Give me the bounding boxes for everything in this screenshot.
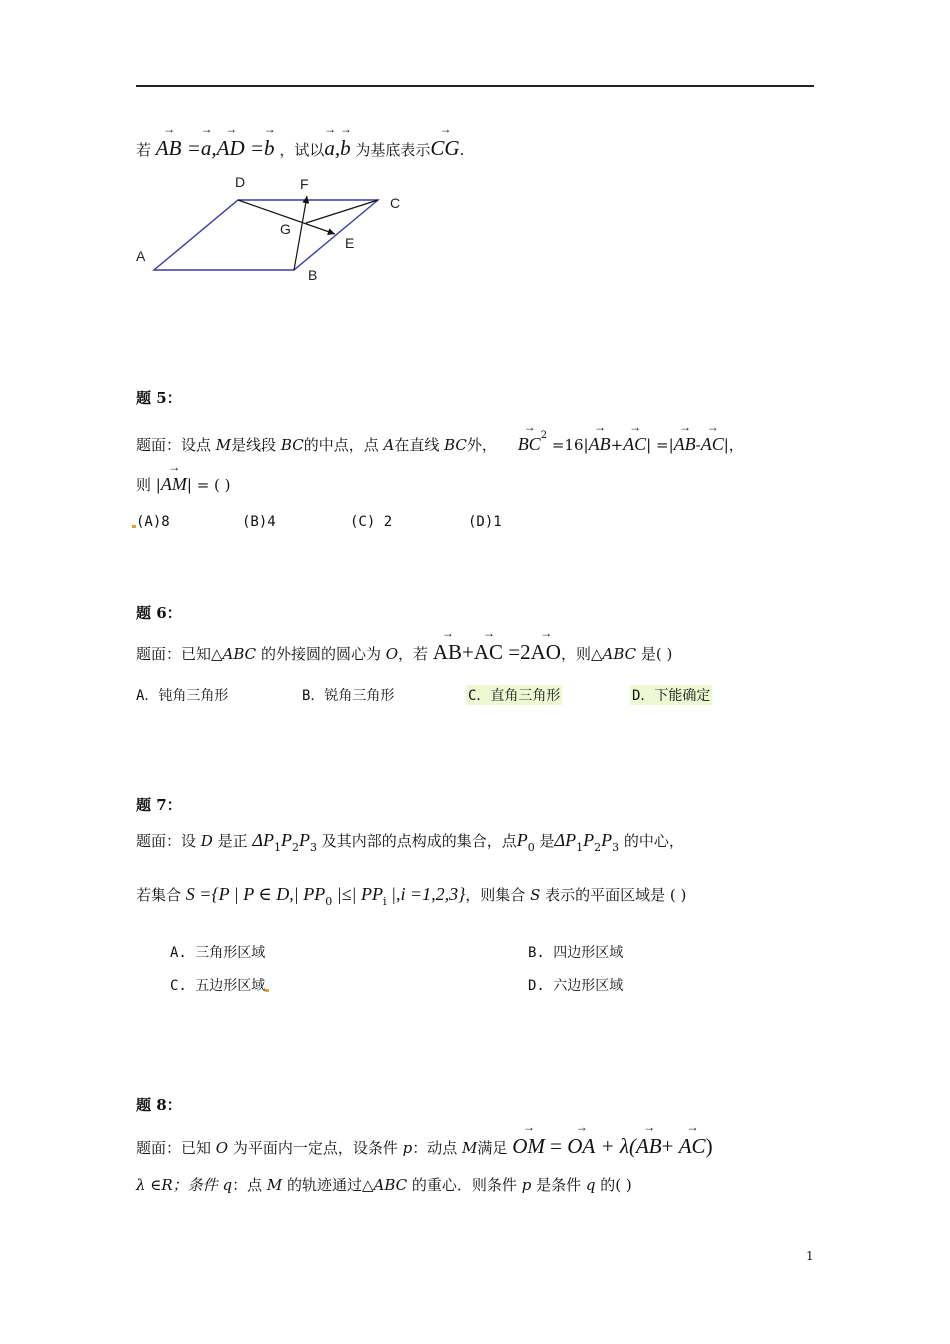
equals-2: =2 [503, 640, 531, 664]
text: 的中点，点 [303, 436, 384, 454]
q8-stem [136, 1134, 713, 1159]
label-c: C [390, 195, 401, 211]
q5-options [132, 514, 170, 530]
var-q: q [585, 1176, 596, 1194]
point-p0: P [516, 830, 528, 850]
plus-lambda: + λ( [595, 1134, 636, 1158]
text: 满足 [477, 1139, 508, 1157]
vector-bc: → BC [518, 434, 541, 455]
var-m: M [266, 1176, 283, 1194]
q8-title: 题 8： [136, 1096, 182, 1114]
vector-ab: → AB [433, 640, 462, 665]
text: ， [728, 436, 744, 454]
text: 的轨迹通过△ [282, 1176, 374, 1194]
q8-stem-line2 [136, 1174, 632, 1195]
intro-line [136, 136, 464, 161]
plus: + [462, 640, 474, 664]
q5-stem-line2: 则 |→ AM| = ( ) [136, 474, 231, 495]
header-rule [136, 85, 814, 87]
q6-option-a: A．钝角三角形 [136, 688, 229, 704]
vector-a: → a [324, 136, 335, 161]
text: 的重心．则条件 [407, 1176, 522, 1194]
label-b: B [308, 267, 318, 283]
equals: = [651, 436, 669, 454]
text: 的( ) [595, 1176, 632, 1194]
text: 若集合 [136, 886, 182, 904]
set-definition: S ={P | P ∈ D,| PP [185, 884, 326, 904]
var-bc: BC [444, 436, 467, 454]
text: ，若 [398, 645, 429, 663]
vector-ab: → AB [674, 434, 696, 455]
triangle-p1p2p3: ΔP [554, 830, 577, 850]
equals: = [181, 136, 201, 160]
q7-stem-line2: 若集合 S ={P | P ∈ D,| $PP_0$ |≤| $PP_i$ |,i =1,2,3}，则集合 S 表示的平面区域是 ( ) [136, 884, 687, 908]
triangle-p1p2p3: ΔP [252, 830, 274, 850]
q7-title: 题 7： [136, 796, 182, 814]
var-m: M [215, 436, 232, 454]
vector-oa: → OA [567, 1134, 595, 1159]
text: 及其内部的点构成的集合，点 [321, 832, 517, 850]
var-s: S [530, 886, 541, 904]
var-abc: ABC [222, 645, 257, 663]
label-g: G [280, 221, 291, 237]
q7-option-d: D. 六边形区域 [528, 978, 624, 994]
text: ，则集合 [465, 886, 531, 904]
vector-ad: → AD [217, 136, 245, 161]
equals: = [191, 476, 210, 494]
label-a: A [136, 248, 146, 264]
q5-option-a: (A)8 [136, 514, 170, 530]
text: ：动点 [412, 1139, 463, 1157]
q6-option-d: D．下能确定 [630, 685, 712, 705]
intro-prefix: 若 [136, 141, 152, 159]
q6-option-c: C．直角三角形 [466, 685, 562, 705]
q7-option-c [170, 975, 269, 995]
exponent: 2 [540, 430, 548, 441]
var-m: M [462, 1139, 478, 1157]
text: λ ∈R；条件 [136, 1176, 223, 1194]
minus: - [695, 436, 701, 454]
q5-option-d: (D)1 [468, 514, 502, 530]
text: 的外接圆的圆心为 [256, 645, 386, 663]
text: 题面：设 [136, 832, 201, 850]
vector-am: → AM [161, 474, 187, 495]
vector-ao: → AO [531, 640, 561, 665]
q6-title: 题 6： [136, 604, 182, 622]
segment-c-g [306, 200, 378, 223]
vector-om: → OM [512, 1134, 545, 1159]
vector-a: → a [201, 136, 212, 161]
page-number: 1 [806, 1249, 814, 1263]
label-f: F [300, 176, 309, 192]
var-o: O [215, 1139, 229, 1157]
plus: + [661, 1134, 679, 1158]
edit-mark [265, 989, 269, 992]
text: 则 [136, 476, 152, 494]
vector-ab: → AB [636, 1134, 662, 1159]
vector-b: → b [264, 136, 275, 161]
var-d: D [200, 832, 213, 850]
var-p: p [402, 1139, 413, 1157]
close-paren: ) [705, 1134, 713, 1158]
text: 为平面内一定点，设条件 [228, 1139, 403, 1157]
period: . [459, 141, 465, 159]
vector-ac: → AC [701, 434, 724, 455]
equals-16: =16 [547, 436, 584, 454]
intro-mid: ，试以 [279, 141, 325, 159]
text: 是正 [212, 832, 248, 850]
vector-ac: → AC [679, 1134, 706, 1159]
text: 题面：已知△ [136, 645, 223, 663]
comma: , [334, 136, 341, 160]
q6-stem [136, 640, 672, 665]
plus: + [610, 436, 624, 454]
var-o: O [385, 645, 399, 663]
text: 在直线 [394, 436, 445, 454]
q7-option-b: B. 四边形区域 [528, 945, 624, 961]
var-bc: BC [280, 436, 304, 454]
vector-ac: → AC [474, 640, 503, 665]
var-abc: ABC [373, 1176, 408, 1194]
set-definition: |≤| PP [332, 884, 383, 904]
segment-b-f [294, 196, 307, 270]
q5-option-b: (B)4 [242, 514, 276, 530]
q5-stem: 题面：设点 M是线段 BC的中点，点 A在直线 BC外， → $BC^2 =16|\to AB+\to AC|$ =|→ AB-→ AC|， [136, 430, 744, 455]
q5-option-c: (C) 2 [350, 514, 393, 530]
equals: = [244, 136, 265, 160]
intro-suffix: 为基底表示 [355, 141, 431, 159]
text: 表示的平面区域是 ( ) [540, 886, 687, 904]
vector-b: → b [340, 136, 351, 161]
parallelogram-figure [130, 168, 420, 288]
text: 是( ) [636, 645, 673, 663]
vector-ab: → AB [156, 136, 182, 161]
vector-ab: → AB [589, 434, 611, 455]
set-definition: |,i =1,2,3} [386, 884, 466, 904]
text: 的中心， [623, 832, 684, 850]
vector-cg: → CG [430, 136, 459, 161]
var-p: p [521, 1176, 532, 1194]
var-abc: ABC [602, 645, 637, 663]
text: 题面：设点 [136, 436, 216, 454]
label-d: D [235, 174, 246, 190]
var-q: q [222, 1176, 233, 1194]
text: 是 [539, 832, 555, 850]
option-text: C. 五边形区域 [170, 978, 266, 994]
q6-option-b: B．锐角三角形 [302, 688, 395, 704]
text: ：点 [232, 1176, 267, 1194]
text: 是线段 [231, 436, 281, 454]
q7-stem: 题面：设 D 是正 $\Delta P_1P_2P_3$ 及其内部的点构成的集合，点$P_0$ 是$\Delta P_1P_2P_3$ 的中心， [136, 830, 684, 854]
var-a: A [383, 436, 395, 454]
vector-ac: → AC [623, 434, 646, 455]
q7-option-a: A. 三角形区域 [170, 945, 266, 961]
equals: = [544, 1134, 568, 1158]
label-e: E [345, 235, 355, 251]
q5-title: 题 5： [136, 389, 182, 407]
text: ，则△ [560, 645, 603, 663]
text: 题面：已知 [136, 1139, 216, 1157]
text: 是条件 [531, 1176, 586, 1194]
comma: , [211, 136, 217, 160]
text: 外， [466, 436, 497, 454]
answer-paren: ( ) [214, 476, 231, 494]
